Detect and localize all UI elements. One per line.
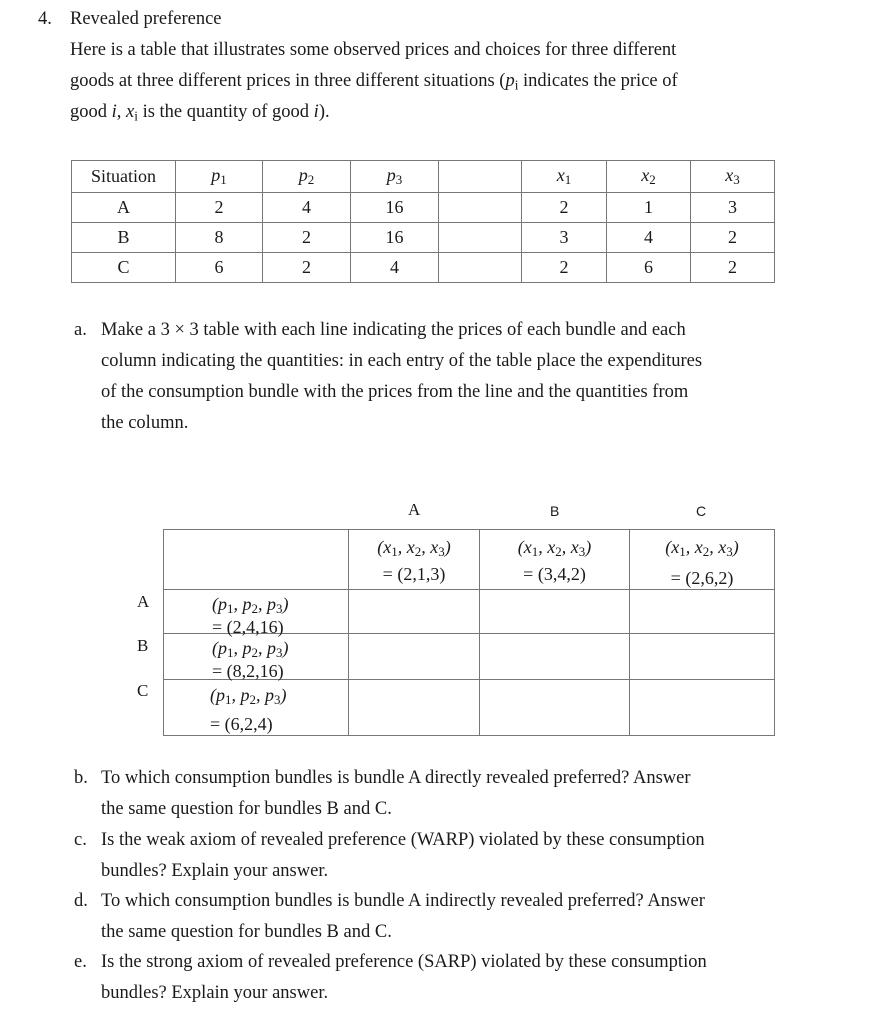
- cell: 2: [522, 193, 607, 223]
- cell: 16: [351, 223, 439, 253]
- cell: 2: [263, 223, 351, 253]
- cell: [630, 634, 775, 680]
- cell: [439, 223, 522, 253]
- part-c-line-2: bundles? Explain your answer.: [101, 861, 329, 881]
- cell: 3: [522, 223, 607, 253]
- cell: 8: [176, 223, 263, 253]
- question-title: Revealed preference: [70, 9, 222, 29]
- part-e-line-1: Is the strong axiom of revealed preference (SARP) violated by these consumption: [101, 952, 707, 972]
- part-d-label: d.: [74, 891, 88, 911]
- cell: 6: [176, 253, 263, 283]
- cell: [439, 253, 522, 283]
- cell: 2: [691, 223, 775, 253]
- row-bundle-b: ($p_1$, $p_2$, $p_3$) = (8,2,16): [212, 638, 289, 682]
- part-a-line-1: Make a 3 × 3 table with each line indicating the prices of each bundle and each: [101, 320, 686, 340]
- question-number: 4.: [38, 9, 52, 29]
- col-bundle-b: ($x_1$, $x_2$, $x_3$) = (3,4,2): [480, 530, 630, 590]
- cell: [349, 680, 480, 736]
- header-situation: Situation: [72, 161, 176, 193]
- part-a-line-2: column indicating the quantities: in each entry of the table place the expenditures: [101, 351, 703, 371]
- cell: 4: [351, 253, 439, 283]
- header-x3: $x_3$: [691, 161, 775, 193]
- cell: [480, 634, 630, 680]
- cell: B: [72, 223, 176, 253]
- row-bundle-a: ($p_1$, $p_2$, $p_3$) = (2,4,16): [212, 594, 289, 638]
- header-p3: $p_3$: [351, 161, 439, 193]
- col-header-a: A: [408, 500, 421, 519]
- part-a-label: a.: [74, 320, 87, 340]
- observations-table: [71, 160, 775, 283]
- col-bundle-a: ($x_1$, $x_2$, $x_3$) = (2,1,3): [349, 530, 480, 590]
- header-p1: $p_1$: [176, 161, 263, 193]
- intro-line-1: Here is a table that illustrates some observed prices and choices for three different: [70, 40, 677, 60]
- col-header-c: C: [696, 503, 707, 519]
- cell: [480, 590, 630, 634]
- cell: C: [72, 253, 176, 283]
- header-blank: [439, 161, 522, 193]
- part-b-line-1: To which consumption bundles is bundle A directly revealed preferred? Answer: [101, 768, 691, 788]
- col-header-b: B: [550, 503, 560, 519]
- intro-line-3: good i, $x_i$ is the quantity of good i).: [70, 102, 330, 124]
- cell: [349, 590, 480, 634]
- cell: [439, 193, 522, 223]
- cell: 4: [263, 193, 351, 223]
- part-d-line-1: To which consumption bundles is bundle A indirectly revealed preferred? Answer: [101, 891, 705, 911]
- col-bundle-c: ($x_1$, $x_2$, $x_3$) = (2,6,2): [630, 530, 775, 590]
- part-a-line-4: the column.: [101, 413, 189, 433]
- cell: 2: [176, 193, 263, 223]
- table-row: [164, 530, 775, 590]
- row-bundle-c: ($p_1$, $p_2$, $p_3$) = (6,2,4): [210, 685, 287, 735]
- cell: 6: [607, 253, 691, 283]
- cell: [349, 634, 480, 680]
- part-c-label: c.: [74, 830, 87, 850]
- header-p2: $p_2$: [263, 161, 351, 193]
- cell: [164, 530, 349, 590]
- part-a-line-3: of the consumption bundle with the prices from the line and the quantities from: [101, 382, 689, 402]
- row-label-c: C: [137, 681, 149, 700]
- part-d-line-2: the same question for bundles B and C.: [101, 922, 392, 942]
- intro-line-2: goods at three different prices in three different situations ($p_i$ indicates the price of: [70, 71, 678, 93]
- header-x1: $x_1$: [522, 161, 607, 193]
- table-row: [72, 223, 775, 253]
- table-header-row: [72, 161, 775, 193]
- part-c-line-1: Is the weak axiom of revealed preference (WARP) violated by these consumption: [101, 830, 705, 850]
- part-e-label: e.: [74, 952, 87, 972]
- part-e-line-2: bundles? Explain your answer.: [101, 983, 329, 1003]
- cell: [630, 680, 775, 736]
- cell: 4: [607, 223, 691, 253]
- cell: 3: [691, 193, 775, 223]
- cell: 1: [607, 193, 691, 223]
- header-x2: $x_2$: [607, 161, 691, 193]
- row-label-b: B: [137, 636, 149, 655]
- table-row: [72, 253, 775, 283]
- cell: 2: [263, 253, 351, 283]
- cell: A: [72, 193, 176, 223]
- cell: [480, 680, 630, 736]
- row-label-a: A: [137, 592, 150, 611]
- cell: [630, 590, 775, 634]
- part-b-line-2: the same question for bundles B and C.: [101, 799, 392, 819]
- part-b-label: b.: [74, 768, 88, 788]
- cell: 2: [522, 253, 607, 283]
- table-row: [72, 193, 775, 223]
- cell: 2: [691, 253, 775, 283]
- cell: 16: [351, 193, 439, 223]
